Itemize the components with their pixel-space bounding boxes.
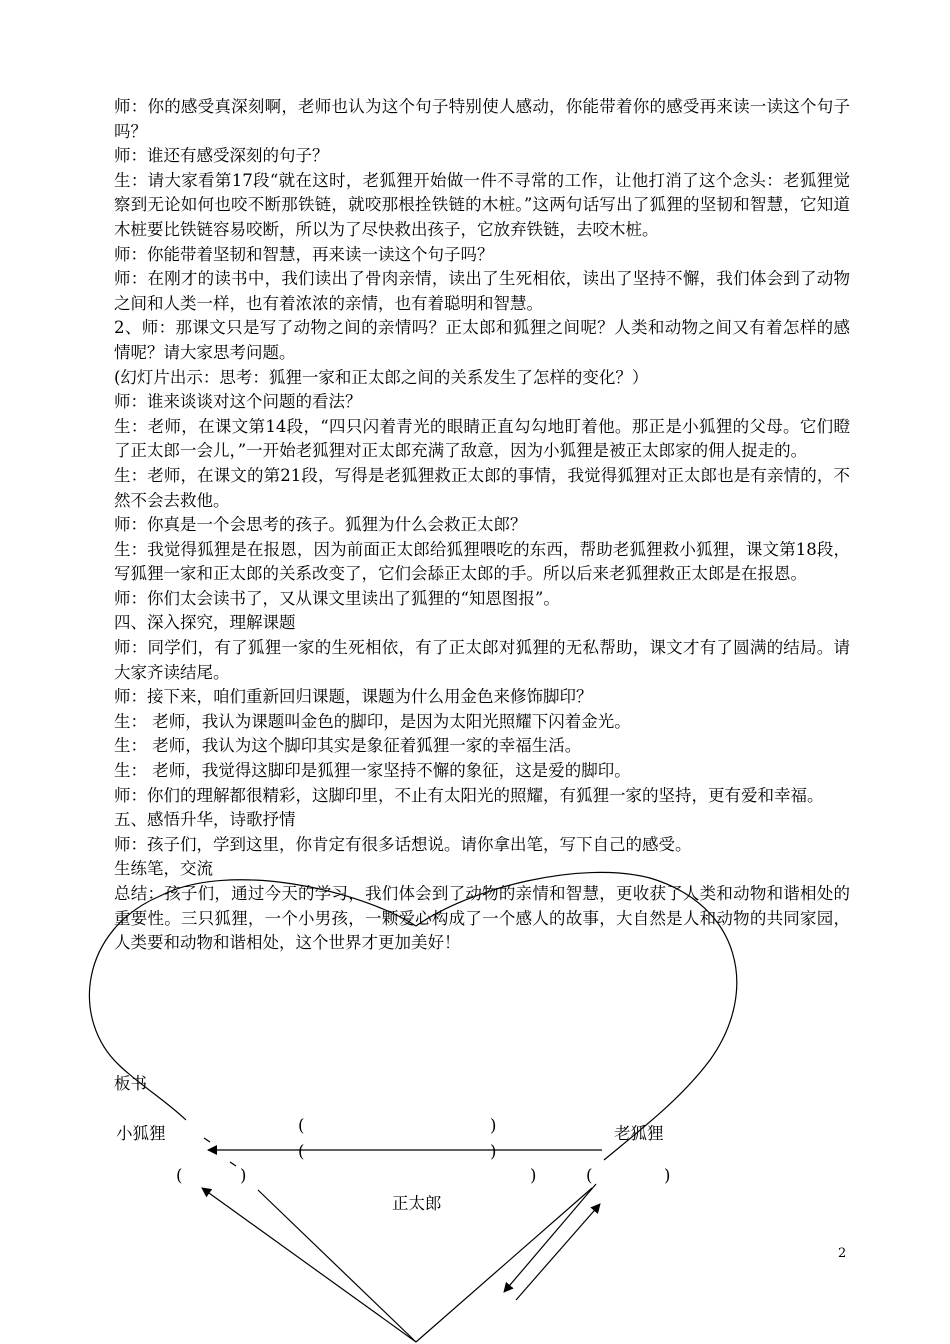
paragraph: 师：同学们，有了狐狸一家的生死相依，有了正太郎对狐狸的无私帮助，课文才有了圆满的结局。请大家齐读结尾。 [114, 638, 850, 682]
heart-right-side [416, 1188, 592, 1342]
paragraph: 师：谁还有感受深刻的句子？ [114, 146, 329, 166]
paragraph: 师：你们太会读书了，又从课文里读出了狐狸的“知恩图报”。 [114, 588, 560, 608]
label-shotaro: 正太郎 [392, 1194, 442, 1213]
blank-close: ) [490, 1142, 497, 1161]
blank-close: ) [530, 1166, 537, 1185]
paragraph: 师：你能带着坚韧和智慧，再来读一读这个句子吗？ [114, 244, 494, 264]
label-old-fox: 老狐狸 [614, 1124, 664, 1143]
section-heading: 四、深入探究，理解课题 [114, 613, 296, 633]
paragraph: 师：接下来，咱们重新回归课题，课题为什么用金色来修饰脚印？ [114, 687, 593, 707]
paragraph: 师：谁来谈谈对这个问题的看法？ [114, 392, 362, 412]
paragraph: 生： 老师，我觉得这脚印是狐狸一家坚持不懈的象征，这是爱的脚印。 [114, 761, 631, 781]
board-title: 板书 [114, 1074, 147, 1093]
paragraph: 生： 老师，我认为这个脚印其实是象征着狐狸一家的幸福生活。 [114, 736, 582, 756]
blank-open: ( [298, 1142, 305, 1161]
paragraph: 师：你真是一个会思考的孩子。狐狸为什么会救正太郎？ [114, 515, 527, 535]
label-little-fox: 小狐狸 [116, 1124, 166, 1143]
paragraph: (幻灯片出示：思考：狐狸一家和正太郎之间的关系发生了怎样的变化？） [114, 367, 649, 387]
paragraph: 生：请大家看第17段“就在这时，老狐狸开始做一件不寻常的工作，让他打消了这个念头：老狐狸觉察到无论如何也咬不断那铁链，就咬那根拴铁链的木桩。”这两句话写出了狐狸的坚韧和智慧，它知道木桩要比铁链容易咬断，所以为了尽快救出孩子，它放弃铁链，去咬木桩。 [114, 170, 850, 239]
tick-mark [204, 1138, 236, 1166]
blank-close: ) [664, 1166, 671, 1185]
paragraph: 生练笔，交流 [114, 859, 213, 879]
blank-open: ( [298, 1116, 305, 1135]
section-heading: 五、感悟升华，诗歌抒情 [114, 810, 296, 830]
paragraph: 师：孩子们，学到这里，你肯定有很多话想说。请你拿出笔，写下自己的感受。 [114, 834, 692, 854]
page-number: 2 [838, 1246, 847, 1261]
paragraph: 生： 老师，我认为课题叫金色的脚印，是因为太阳光照耀下闪着金光。 [114, 711, 631, 731]
paragraph: 生：老师，在课文的第21段，写得是老狐狸救正太郎的事情，我觉得狐狸对正太郎也是有亲情的，不然不会去救他。 [114, 465, 850, 510]
paragraph: 2、师：那课文只是写了动物之间的亲情吗？正太郎和狐狸之间呢？人类和动物之间又有着怎样的感情呢？请大家思考问题。 [114, 318, 850, 362]
paragraph: 师：你的感受真深刻啊，老师也认为这个句子特别使人感动，你能带着你的感受再来读一读这个句子吗？ [114, 97, 850, 141]
blank-open: ( [586, 1166, 593, 1185]
paragraph: 师：在刚才的读书中，我们读出了骨肉亲情，读出了生死相依，读出了坚持不懈，我们体会到了动物之间和人类一样，也有着浓浓的亲情，也有着聪明和智慧。 [114, 269, 850, 313]
arrow-shotaro-to-littlefox [202, 1188, 416, 1342]
paragraph: 生：老师，在课文第14段，“四只闪着青光的眼睛正直勾勾地盯着他。那正是小狐狸的父母。它们瞪了正太郎一会儿，”一开始老狐狸对正太郎充满了敌意，因为小狐狸是被正太郎家的佣人捉走的。 [114, 416, 850, 461]
arrow-down-right [504, 1184, 596, 1292]
paragraph: 生：我觉得狐狸是在报恩，因为前面正太郎给狐狸喂吃的东西，帮助老狐狸救小狐狸，课文第18段，写狐狸一家和正太郎的关系改变了，它们会舔正太郎的手。所以后来老狐狸救正太郎是在报恩。 [114, 539, 850, 584]
blank-close: ) [490, 1116, 497, 1135]
heart-right-lobe [416, 872, 737, 1160]
paragraph: 总结：孩子们，通过今天的学习，我们体会到了动物的亲情和智慧，更收获了人类和动物和谐相处的重要性。三只狐狸，一个小男孩，一颗爱心构成了一个感人的故事，大自然是人和动物的共同家园，人类要和动物和谐相处，这个世界才更加美好！ [114, 884, 850, 953]
blank-close: ) [240, 1166, 247, 1185]
blank-open: ( [176, 1166, 183, 1185]
paragraph: 师：你们的理解都很精彩，这脚印里，不止有太阳光的照耀，有狐狸一家的坚持，更有爱和幸福。 [114, 785, 824, 805]
